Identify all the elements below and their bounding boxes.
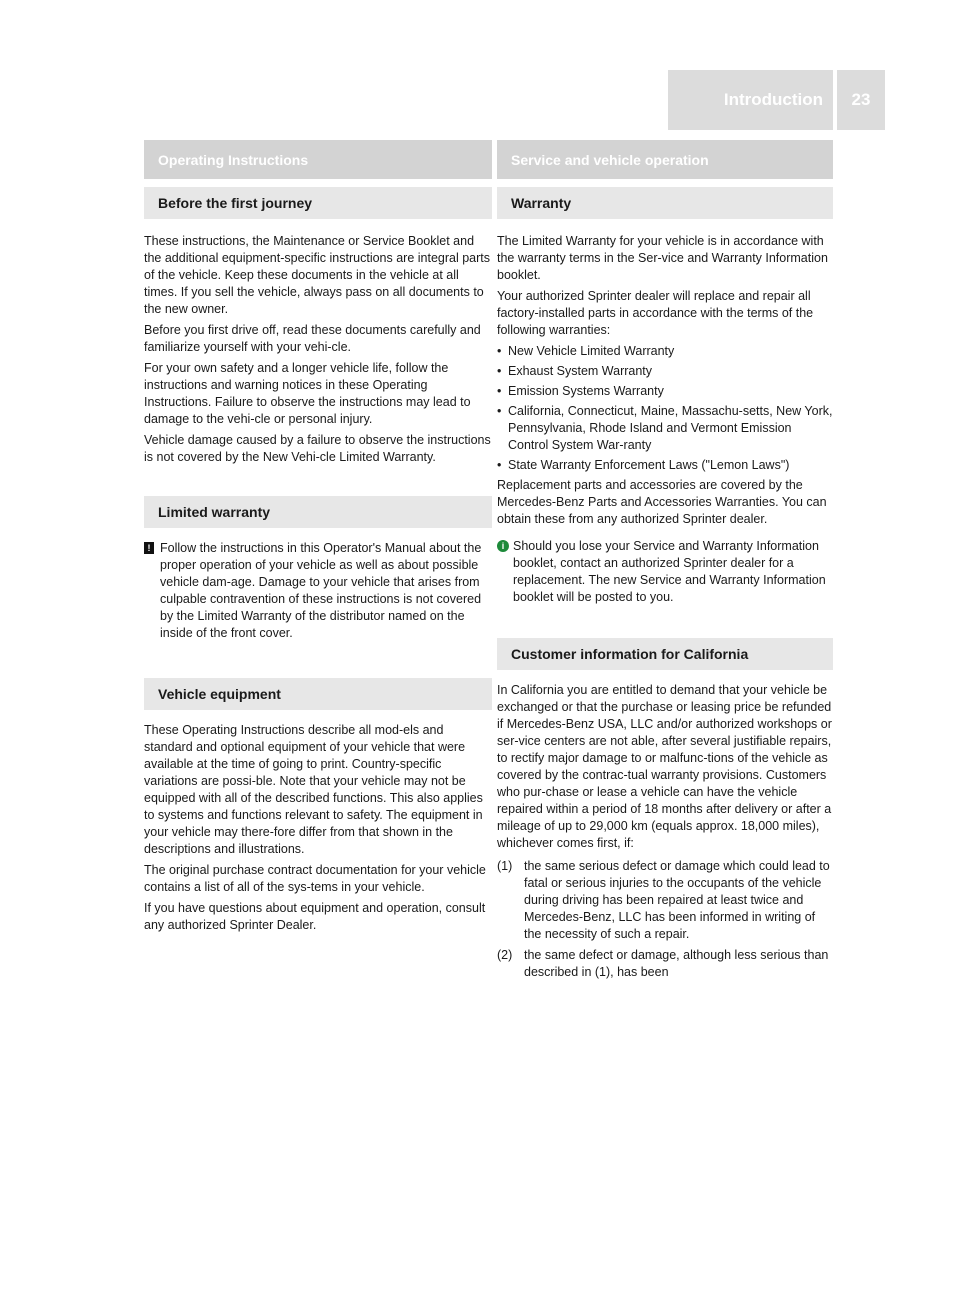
warning-note-text: Follow the instructions in this Operator's Manual about the proper operation of your vehicle as well as about possible vehicle dam-age. Damage to your vehicle that arises from culpable contravention of these instructions is not covered by the Limited Warranty of the distributor named on the inside of the front cover. <box>160 541 482 640</box>
warranty-list <box>497 343 833 474</box>
list-item-text: the same serious defect or damage which could lead to fatal or serious injuries to the occupants of the vehicle during driving has been repaired at least twice and Mercedes-Benz, LLC has been informed in writing of the necessity of such a repair. <box>524 859 830 941</box>
list-item <box>497 858 833 943</box>
subsection-title-vehicle-equipment: Vehicle equipment <box>144 678 492 710</box>
paragraph: The Limited Warranty for your vehicle is in accordance with the warranty terms in the Ser-vice and Warranty Information booklet. <box>497 234 828 282</box>
info-icon: i <box>497 540 509 552</box>
paragraph: Your authorized Sprinter dealer will replace and repair all factory-installed parts in accordance with the terms of the following warranties: <box>497 289 814 337</box>
list-item: • California, Connecticut, Maine, Massachu-setts, New York, Pennsylvania, Rhode Island and Vermont Emission Control System War-ranty <box>497 403 833 454</box>
paragraph: If you have questions about equipment and operation, consult any authorized Sprinter Dealer. <box>144 901 486 932</box>
chapter-title: Introduction <box>723 90 823 109</box>
paragraph: Before you first drive off, read these documents carefully and familiarize yourself with your vehi-cle. <box>144 323 481 354</box>
paragraph: These Operating Instructions describe all mod-els and standard and optional equipment of your vehicle that were available at the time of going to print. Country-specific variations are possi-ble. Note that your vehicle may not be equipped with all of the described functions. This also applies to systems and functions relevant to safety. The equipment in your vehicle may there-fore differ from that shown in the descriptions and illustrations. <box>144 723 483 856</box>
list-item: • State Warranty Enforcement Laws ("Lemon Laws") <box>497 457 833 474</box>
info-note-text: Should you lose your Service and Warranty Information booklet, contact an authorized Sprinter dealer for a replacement. The new Service and Warranty Information booklet will be posted to you. <box>513 539 826 604</box>
subsection-title-before-first-journey: Before the first journey <box>144 187 492 219</box>
list-item <box>497 947 833 981</box>
info-note <box>497 538 833 606</box>
subsection-title-warranty: Warranty <box>497 187 833 219</box>
paragraph: Vehicle damage caused by a failure to observe the instructions is not covered by the New Vehi-cle Limited Warranty. <box>144 433 491 464</box>
warning-icon: ! <box>144 542 154 554</box>
paragraph: The original purchase contract documentation for your vehicle contains a list of all of the sys-tems in your vehicle. <box>144 863 486 894</box>
list-item-marker: (1) <box>497 859 513 873</box>
subsection-title-california: Customer information for California <box>497 638 833 670</box>
page-number: 23 <box>851 90 871 109</box>
warning-note <box>144 540 492 642</box>
paragraph: For your own safety and a longer vehicle life, follow the instructions and warning notices in these Operating Instructions. Failure to observe the instructions may lead to damage to the vehi-cle or personal injury. <box>144 361 471 426</box>
page-header <box>668 70 885 130</box>
california-conditions-list <box>497 858 833 981</box>
list-item: • New Vehicle Limited Warranty <box>497 343 833 360</box>
left-column <box>144 140 492 938</box>
list-item-marker: (2) <box>497 948 513 962</box>
section-title-operating-instructions: Operating Instructions <box>144 140 492 179</box>
subsection-title-limited-warranty: Limited warranty <box>144 496 492 528</box>
list-item: • Exhaust System Warranty <box>497 363 833 380</box>
section-title-service-vehicle-operation: Service and vehicle operation <box>497 140 833 179</box>
list-item: • Emission Systems Warranty <box>497 383 833 400</box>
right-column <box>497 140 833 985</box>
paragraph: These instructions, the Maintenance or Service Booklet and the additional equipment-specific instructions are integral parts of the vehicle. Keep these documents in the vehicle at all times. If you sell the vehicle, always pass on all documents to the new owner. <box>144 234 491 316</box>
paragraph: Replacement parts and accessories are covered by the Mercedes-Benz Parts and Accessories Warranties. You can obtain these from any authorized Sprinter dealer. <box>497 478 827 526</box>
list-item-text: the same defect or damage, although less serious than described in (1), has been <box>524 948 829 979</box>
paragraph: In California you are entitled to demand that your vehicle be exchanged or that the purchase or leasing price be refunded if Mercedes-Benz USA, LLC and/or authorized workshops or ser-vice centers are not able, after several justifiable repairs, to rectify major damage to or malfunc-tions of the vehicle as covered by the contrac-tual warranty provisions. Customers who pur-chase or lease a vehicle can have the vehicle repaired within a period of 18 months after delivery or after a mileage of up to 29,000 km (equals approx. 18,000 miles), whichever comes first, if: <box>497 683 832 850</box>
